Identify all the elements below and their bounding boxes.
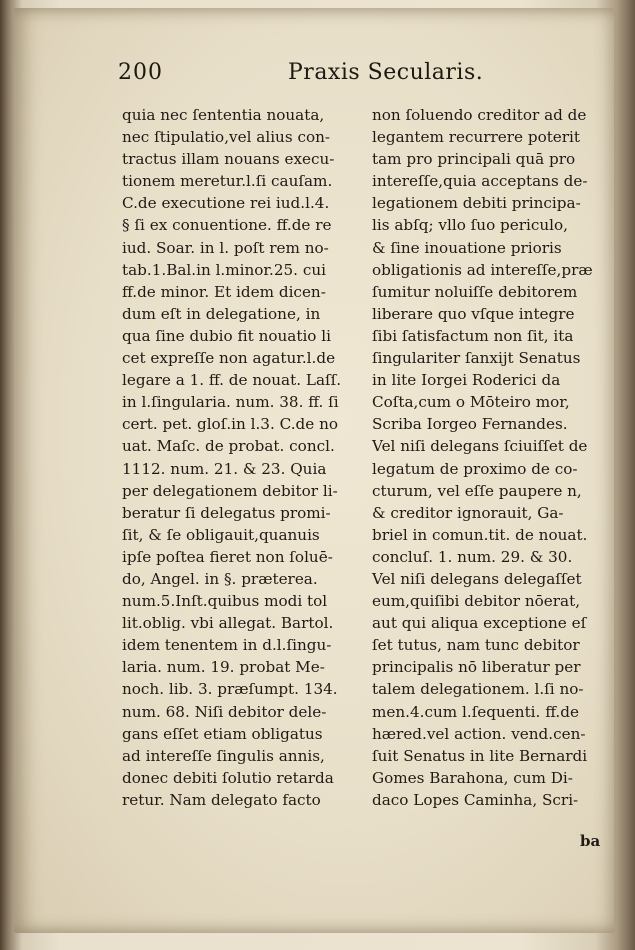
- text-line: briel in comun.tit. de nouat.: [372, 525, 588, 544]
- catchword: ba: [580, 832, 601, 850]
- text-line: eum,quiſibi debitor nōerat,: [372, 592, 581, 611]
- text-line: hæred.vel action. vend.cen-: [372, 724, 586, 743]
- right-text-column: [372, 104, 593, 811]
- text-line: ſumitur noluiſſe debitorem: [372, 282, 578, 301]
- text-line: per delegationem debitor li-: [122, 481, 338, 500]
- text-line: beratur ſi delegatus promi-: [122, 503, 331, 522]
- text-line: ad intereſſe ſingulis annis,: [122, 746, 325, 765]
- text-line: qua ſine dubio fit nouatio li: [122, 326, 331, 345]
- page-header: [118, 60, 598, 90]
- text-line: concluſ. 1. num. 29. & 30.: [372, 547, 573, 566]
- text-line: ſet tutus, nam tunc debitor: [372, 636, 580, 655]
- text-line: tionem meretur.l.ſi cauſam.: [122, 172, 333, 191]
- text-line: ſit, & ſe obligauit,quanuis: [122, 525, 320, 544]
- text-line: tab.1.Bal.in l.minor.25. cui: [122, 260, 326, 279]
- text-line: laria. num. 19. probat Me-: [122, 658, 325, 677]
- text-line: cert. pet. gloſ.in l.3. C.de no: [122, 415, 338, 434]
- text-line: & creditor ignorauit, Ga-: [372, 503, 564, 522]
- text-line: idem tenentem in d.l.ſingu-: [122, 636, 332, 655]
- text-line: lis abſq; vllo ſuo periculo,: [372, 216, 568, 235]
- text-line: gans eſſet etiam obligatus: [122, 724, 323, 743]
- text-line: noch. lib. 3. præſumpt. 134.: [122, 680, 338, 699]
- text-line: ſingulariter ſanxijt Senatus: [372, 349, 581, 368]
- text-line: Scriba Iorgeo Fernandes.: [372, 415, 568, 434]
- text-line: ipſe poſtea fieret non ſoluē-: [122, 547, 333, 566]
- text-line: obligationis ad intereſſe,præ: [372, 260, 593, 279]
- running-title: Praxis Secularis.: [288, 60, 484, 85]
- text-line: non ſoluendo creditor ad de: [372, 106, 587, 124]
- text-line: tractus illam nouans execu-: [122, 150, 335, 169]
- text-line: in lite Iorgei Roderici da: [372, 371, 561, 390]
- text-line: liberare quo vſque integre: [372, 304, 575, 323]
- text-line: quia nec ſententia nouata,: [122, 106, 325, 124]
- text-line: aut qui aliqua exceptione eſ: [372, 614, 587, 633]
- text-line: dum eſt in delegatione, in: [122, 304, 321, 323]
- text-line: cturum, vel eſſe paupere n,: [372, 481, 582, 500]
- text-line: principalis nō liberatur per: [372, 658, 581, 677]
- text-line: donec debiti ſolutio retarda: [122, 768, 334, 787]
- text-line: & ſine inouatione prioris: [372, 238, 562, 257]
- text-line: legare a 1. ff. de nouat. Laſſ.: [122, 371, 342, 390]
- text-line: uat. Maſc. de probat. concl.: [122, 437, 335, 456]
- text-line: intereſſe,quia acceptans de-: [372, 172, 588, 191]
- text-line: ſuit Senatus in lite Bernardi: [372, 746, 588, 765]
- text-line: do, Angel. in §. præterea.: [122, 569, 318, 588]
- text-line: 1112. num. 21. & 23. Quia: [122, 459, 327, 478]
- text-line: nec ſtipulatio,vel alius con-: [122, 128, 331, 147]
- text-line: lit.oblig. vbi allegat. Bartol.: [122, 614, 334, 633]
- text-line: Vel niſi delegans ſciuiſſet de: [372, 437, 588, 456]
- text-line: ſibi ſatisfactum non ſit, ita: [372, 326, 574, 345]
- text-line: § ſi ex conuentione. ff.de re: [122, 216, 332, 235]
- text-line: C.de executione rei iud.l.4.: [122, 194, 330, 213]
- text-line: daco Lopes Caminha, Scri-: [372, 790, 579, 809]
- text-line: Gomes Barahona, cum Di-: [372, 768, 573, 787]
- text-line: legatum de proximo de co-: [372, 459, 578, 478]
- text-line: ff.de minor. Et idem dicen-: [122, 282, 326, 301]
- text-line: num.5.Inſt.quibus modi tol: [122, 592, 328, 611]
- text-line: men.4.cum l.ſequenti. ff.de: [372, 702, 579, 721]
- text-line: iud. Soar. in l. poſt rem no-: [122, 238, 329, 257]
- text-line: Vel niſi delegans delegaſſet: [372, 569, 582, 588]
- page-number: 200: [118, 60, 163, 85]
- text-line: tam pro principali quā pro: [372, 150, 576, 169]
- text-line: cet expreſſe non agatur.l.de: [122, 349, 336, 368]
- text-line: num. 68. Niſi debitor dele-: [122, 702, 327, 721]
- text-line: legantem recurrere poterit: [372, 128, 581, 147]
- text-line: legationem debiti principa-: [372, 194, 581, 213]
- left-text-column: [122, 104, 341, 811]
- text-line: in l.ſingularia. num. 38. ff. ſi: [122, 393, 339, 412]
- text-line: Coſta,cum o Mōteiro mor,: [372, 393, 570, 412]
- text-line: retur. Nam delegato facto: [122, 790, 321, 809]
- text-line: talem delegationem. l.ſi no-: [372, 680, 584, 699]
